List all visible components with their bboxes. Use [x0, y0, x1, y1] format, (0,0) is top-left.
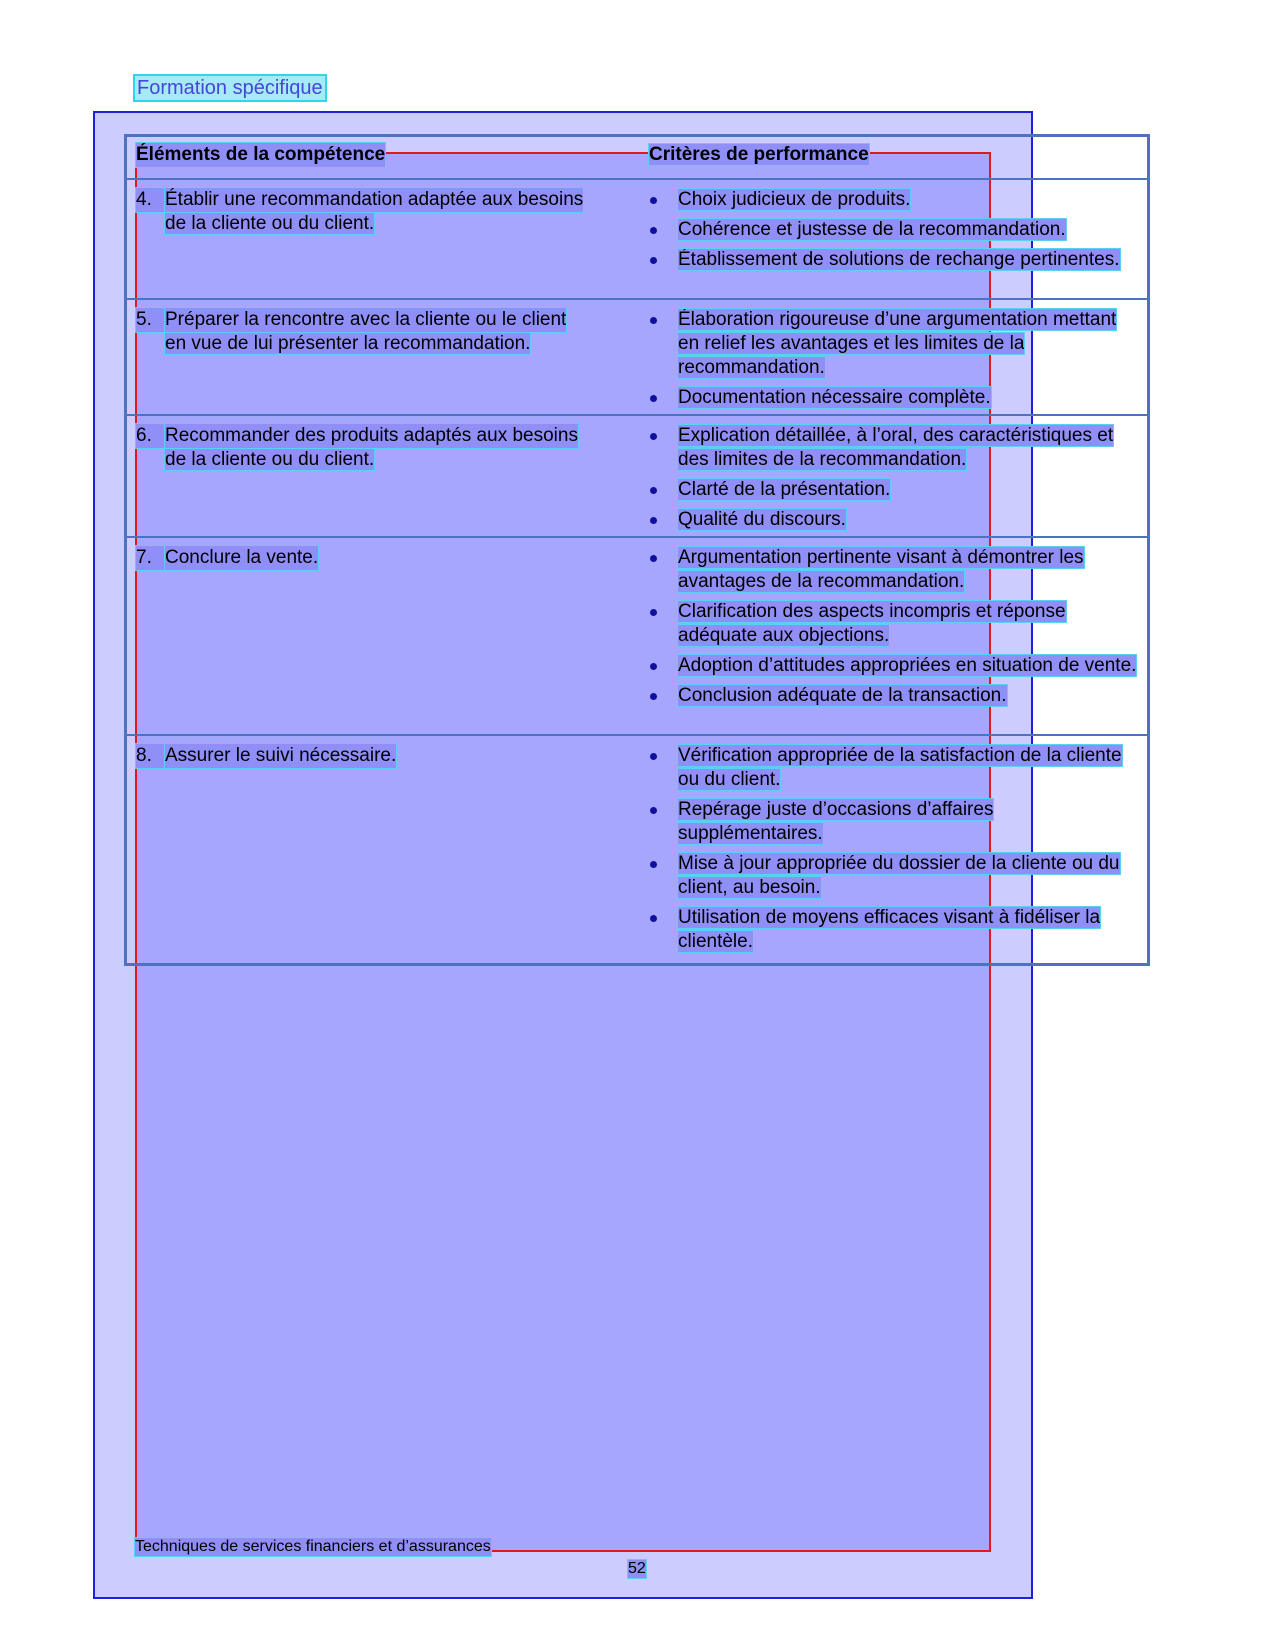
criterion-item: Explication détaillée, à l’oral, des caractéristiques et des limites de la recommandation.: [649, 424, 1139, 472]
page-header-title: Formation spécifique: [137, 77, 323, 99]
criteria-cell: [649, 308, 1139, 416]
bullet-icon: [650, 693, 657, 700]
element-cell: [136, 188, 583, 236]
criterion-item: Utilisation de moyens efficaces visant à fidéliser la clientèle.: [649, 906, 1139, 954]
element-cell: [136, 308, 566, 356]
element-text: Conclure la vente.: [165, 547, 319, 568]
criterion-item: Établissement de solutions de rechange pertinentes.: [649, 248, 1139, 272]
criterion-item: Cohérence et justesse de la recommandation.: [649, 218, 1139, 242]
bullet-icon: [650, 197, 657, 204]
table-row: [127, 536, 1147, 734]
criterion-item: Clarté de la présentation.: [649, 478, 1139, 502]
bullet-icon: [650, 257, 657, 264]
table-row: [127, 298, 1147, 414]
element-cell: [136, 546, 318, 570]
bullet-icon: [650, 317, 657, 324]
element-number: 8.: [136, 744, 165, 768]
bullet-icon: [650, 663, 657, 670]
bullet-icon: [650, 433, 657, 440]
table-row: [127, 414, 1147, 536]
bullet-icon: [650, 395, 657, 402]
criterion-item: Adoption d’attitudes appropriées en situation de vente.: [649, 654, 1139, 678]
criteria-cell: [649, 188, 1139, 278]
page-number: 52: [628, 1560, 646, 1577]
bullet-icon: [650, 227, 657, 234]
footer-program-title: Techniques de services financiers et d’assurances: [135, 1538, 491, 1555]
element-number: 6.: [136, 424, 165, 448]
element-number: 7.: [136, 546, 165, 570]
criterion-item: Argumentation pertinente visant à démontrer les avantages de la recommandation.: [649, 546, 1139, 594]
table-row: [127, 734, 1147, 963]
element-text: Recommander des produits adaptés aux besoins: [165, 425, 578, 446]
element-number: 5.: [136, 308, 165, 332]
element-text: en vue de lui présenter la recommandation.: [165, 333, 531, 354]
criteria-cell: [649, 744, 1139, 960]
bullet-icon: [650, 861, 657, 868]
element-cell: [136, 744, 396, 768]
bullet-icon: [650, 517, 657, 524]
table-row: [127, 178, 1147, 298]
element-text: de la cliente ou du client.: [165, 213, 375, 234]
criterion-item: Choix judicieux de produits.: [649, 188, 1139, 212]
column-header-criteria: Critères de performance: [649, 144, 869, 165]
criterion-item: Qualité du discours.: [649, 508, 1139, 532]
bullet-icon: [650, 753, 657, 760]
table-header-row: [127, 137, 1147, 178]
bullet-icon: [650, 609, 657, 616]
criterion-item: Conclusion adéquate de la transaction.: [649, 684, 1139, 708]
bullet-icon: [650, 807, 657, 814]
criteria-cell: [649, 424, 1139, 538]
criterion-item: Mise à jour appropriée du dossier de la cliente ou du client, au besoin.: [649, 852, 1139, 900]
bullet-icon: [650, 487, 657, 494]
criterion-item: Documentation nécessaire complète.: [649, 386, 1139, 410]
criterion-item: Repérage juste d’occasions d’affaires supplémentaires.: [649, 798, 1139, 846]
element-text: Établir une recommandation adaptée aux besoins: [165, 189, 584, 210]
criterion-item: Élaboration rigoureuse d’une argumentation mettant en relief les avantages et les limites de la recommandation.: [649, 308, 1139, 380]
bullet-icon: [650, 915, 657, 922]
criteria-cell: [649, 546, 1139, 714]
element-number: 4.: [136, 188, 165, 212]
criterion-item: Vérification appropriée de la satisfaction de la cliente ou du client.: [649, 744, 1139, 792]
element-text: de la cliente ou du client.: [165, 449, 375, 470]
element-text: Assurer le suivi nécessaire.: [165, 745, 397, 766]
competence-table: [124, 134, 1150, 966]
element-cell: [136, 424, 578, 472]
criterion-item: Clarification des aspects incompris et réponse adéquate aux objections.: [649, 600, 1139, 648]
bullet-icon: [650, 555, 657, 562]
element-text: Préparer la rencontre avec la cliente ou le client: [165, 309, 567, 330]
column-header-elements: Éléments de la compétence: [136, 144, 386, 165]
